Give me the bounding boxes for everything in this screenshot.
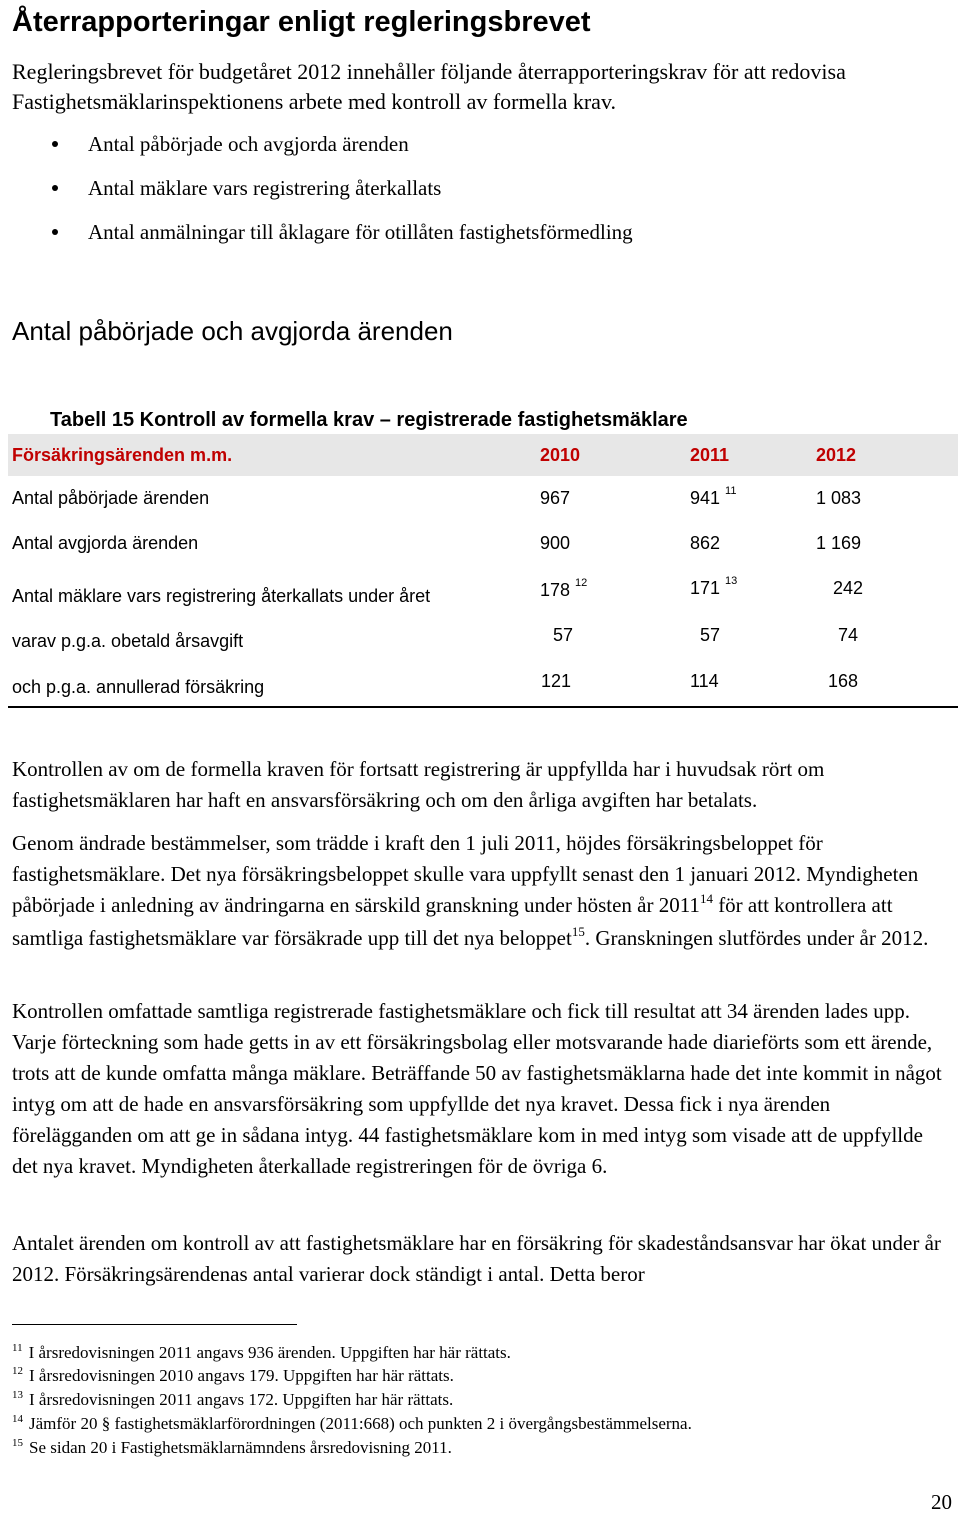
table-cell-2010: 900 bbox=[540, 533, 571, 553]
body-paragraph: Kontrollen omfattade samtliga registrerade fastighetsmäklare och fick till resultat att 34 ärenden lades upp. Varje förteckning som hade getts in av ett försäkringsbolag eller motsvarande hade diarieförts som ett ärende, trots att de kunde omfatta många mäklare. Beträffande 50 av fastighetsmäklarna hade det inte kommit in något intyg om att de hade en ansvarsförsäkring som uppfyllde det nya kravet. Dessa fick i nya ärenden förelägganden om att ge in sådana intyg. 44 fastighetsmäklare kom in med intyg som visade att de uppfyllde det nya kravet. Myndigheten återkallade registreringen för de övriga 6. bbox=[12, 999, 942, 1178]
table-cell-2012: 1 083 bbox=[816, 488, 862, 508]
table-cell-2011: 114 bbox=[690, 671, 719, 691]
table-cell-2010: 121 bbox=[541, 671, 572, 691]
table-cell-2012: 168 bbox=[828, 671, 859, 691]
table-cell-2012: 74 bbox=[838, 625, 859, 645]
table-header-year-2012: 2012 bbox=[816, 445, 857, 465]
table-cell-2011: 171 $^{13}$ bbox=[690, 575, 738, 598]
table-row-label: Antal avgjorda ärenden bbox=[12, 533, 199, 553]
footnote-ref: 12 bbox=[575, 577, 588, 589]
page-title: Återrapporteringar enligt regleringsbrevet bbox=[12, 6, 591, 38]
table-header-label: Försäkringsärenden m.m. bbox=[12, 445, 233, 465]
table-cell-2010: 967 bbox=[540, 488, 571, 508]
body-paragraph: Antalet ärenden om kontroll av att fastighetsmäklare har en försäkring för skadeståndsansvar har ökat under år 2012. Försäkringsärendenas antal varierar dock ständigt i antal. Detta beror bbox=[12, 1231, 941, 1286]
bullet-item: Antal anmälningar till åklagare för otillåten fastighetsförmedling bbox=[88, 220, 633, 244]
footnote-ref: 11 bbox=[725, 485, 737, 497]
table-row-label: och p.g.a. annullerad försäkring bbox=[12, 677, 265, 697]
table-cell-2012: 1 169 bbox=[816, 533, 862, 553]
intro-paragraph: Regleringsbrevet för budgetåret 2012 innehåller följande återrapporteringskrav för att redovisa Fastighetsmäklarinspektionens arbete med kontroll av formella krav. bbox=[12, 59, 846, 114]
page-number: 20 bbox=[931, 1490, 952, 1514]
table-cell-2010: 57 bbox=[553, 625, 574, 645]
table-row-label: varav p.g.a. obetald årsavgift bbox=[12, 631, 244, 651]
footnote: $^{11}$ I årsredovisningen 2011 angavs 936 ärenden. Uppgiften har här rättats. bbox=[12, 1342, 511, 1362]
footnote: $^{15}$ Se sidan 20 i Fastighetsmäklarnämndens årsredovisning 2011. bbox=[12, 1437, 452, 1457]
table-row-label: Antal mäklare vars registrering återkallats under året bbox=[12, 586, 431, 606]
table-header-year-2010: 2010 bbox=[540, 445, 581, 465]
footnote-ref: 14 bbox=[699, 891, 713, 906]
footnote-ref: 13 bbox=[725, 575, 738, 587]
table-cell-2011: 862 bbox=[690, 533, 721, 553]
table-cell-2011: 941 $^{11}$ bbox=[690, 485, 737, 508]
section-heading: Antal påbörjade och avgjorda ärenden bbox=[12, 316, 453, 346]
body-paragraph: Genom ändrade bestämmelser, som trädde i kraft den 1 juli 2011, höjdes försäkringsbeloppet för fastighetsmäklare. Det nya försäkringsbeloppet skulle vara uppfyllt senast den 1 januari 2012. Myndigheten påbörjade i anledning av ändringarna en särskild granskning under hösten år 2011$^{14}$ för att kontrollera att samtliga fastighetsmäklare var försäkrade upp till det nya beloppet$^{15}$. Granskningen slutfördes under år 2012. bbox=[12, 831, 929, 950]
footnote: $^{14}$ Jämför 20 § fastighetsmäklarförordningen (2011:668) och punkten 2 i övergångsbestämmelserna. bbox=[12, 1413, 692, 1433]
footnote: $^{13}$ I årsredovisningen 2011 angavs 172. Uppgiften har här rättats. bbox=[12, 1389, 454, 1409]
table-caption: Tabell 15 Kontroll av formella krav – registrerade fastighetsmäklare bbox=[50, 409, 688, 431]
body-paragraph: Kontrollen av om de formella kraven för fortsatt registrering är uppfyllda har i huvudsak rört om fastighetsmäklaren har haft en ansvarsförsäkring och om den årliga avgiften har betalats. bbox=[12, 757, 825, 812]
footnote: $^{12}$ I årsredovisningen 2010 angavs 179. Uppgiften har här rättats. bbox=[12, 1365, 454, 1385]
bullet-dot-icon bbox=[52, 141, 58, 147]
table-row-label: Antal påbörjade ärenden bbox=[12, 488, 210, 508]
bullet-dot-icon bbox=[52, 185, 58, 191]
table-bottom-rule bbox=[8, 706, 958, 708]
footnote-separator bbox=[12, 1324, 297, 1325]
bullet-item: Antal påbörjade och avgjorda ärenden bbox=[88, 132, 409, 156]
table-cell-2011: 57 bbox=[700, 625, 721, 645]
table-cell-2012: 242 bbox=[833, 578, 864, 598]
table-cell-2010: 178 $^{12}$ bbox=[540, 577, 588, 600]
footnote-ref: 15 bbox=[571, 924, 585, 939]
bullet-dot-icon bbox=[52, 229, 58, 235]
table-header-year-2011: 2011 bbox=[690, 445, 730, 465]
bullet-item: Antal mäklare vars registrering återkallats bbox=[88, 176, 442, 200]
